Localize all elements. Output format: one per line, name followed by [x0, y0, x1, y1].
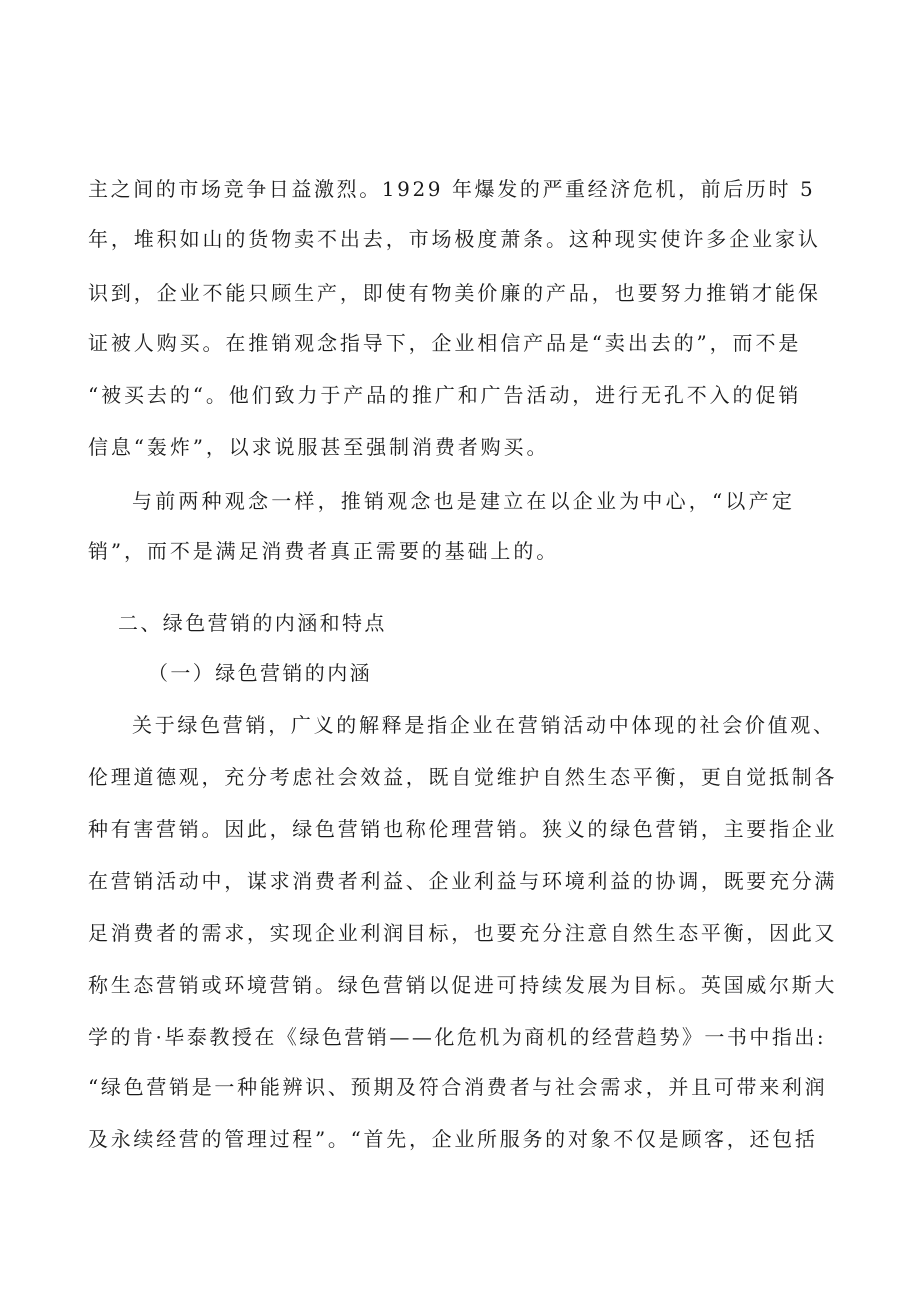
paragraph-3-line-3: 种有害营销。因此，绿色营销也称伦理营销。狭义的绿色营销，主要指企业	[88, 817, 838, 841]
paragraph-3-line-8: “绿色营销是一种能辨识、预期及符合消费者与社会需求，并且可带来利润	[88, 1075, 828, 1099]
paragraph-3-line-1: 关于绿色营销，广义的解释是指企业在营销活动中体现的社会价值观、	[132, 713, 836, 737]
paragraph-1-line-5: “被买去的“。他们致力于产品的推广和广告活动，进行无孔不入的促销	[88, 383, 802, 407]
paragraph-1-line-3: 识到，企业不能只顾生产，即使有物美价廉的产品，也要努力推销才能保	[88, 281, 821, 305]
paragraph-2-line-2: 销”，而不是满足消费者真正需要的基础上的。	[88, 539, 560, 563]
paragraph-3-line-5: 足消费者的需求，实现企业利润目标，也要充分注意自然生态平衡，因此又	[88, 921, 838, 945]
paragraph-1-line-6: 信息“轰炸”，以求说服甚至强制消费者购买。	[88, 435, 550, 459]
paragraph-1-line-1: 主之间的市场竞争日益激烈。1929 年爆发的严重经济危机，前后历时 5	[88, 177, 816, 201]
section-heading: 二、绿色营销的内涵和特点	[118, 611, 387, 635]
paragraph-3-line-7: 学的肯·毕泰教授在《绿色营销——化危机为商机的经营趋势》一书中指出:	[88, 1025, 827, 1049]
paragraph-3-line-2: 伦理道德观，充分考虑社会效益，既自觉维护自然生态平衡，更自觉抵制各	[88, 765, 838, 789]
paragraph-1-line-2: 年，堆积如山的货物卖不出去，市场极度萧条。这种现实使许多企业家认	[88, 227, 821, 251]
paragraph-3-line-9: 及永续经营的管理过程”。“首先，企业所服务的对象不仅是顾客，还包括	[88, 1127, 818, 1151]
paragraph-1-line-4: 证被人购买。在推销观念指导下，企业相信产品是“卖出去的”，而不是	[88, 331, 802, 355]
paragraph-2-line-1: 与前两种观念一样，推销观念也是建立在以企业为中心，“以产定	[132, 489, 796, 513]
subsection-heading: （一）绿色营销的内涵	[148, 661, 372, 685]
paragraph-3-line-6: 称生态营销或环境营销。绿色营销以促进可持续发展为目标。英国威尔斯大	[88, 973, 838, 997]
paragraph-3-line-4: 在营销活动中，谋求消费者利益、企业利益与环境利益的协调，既要充分满	[88, 869, 838, 893]
